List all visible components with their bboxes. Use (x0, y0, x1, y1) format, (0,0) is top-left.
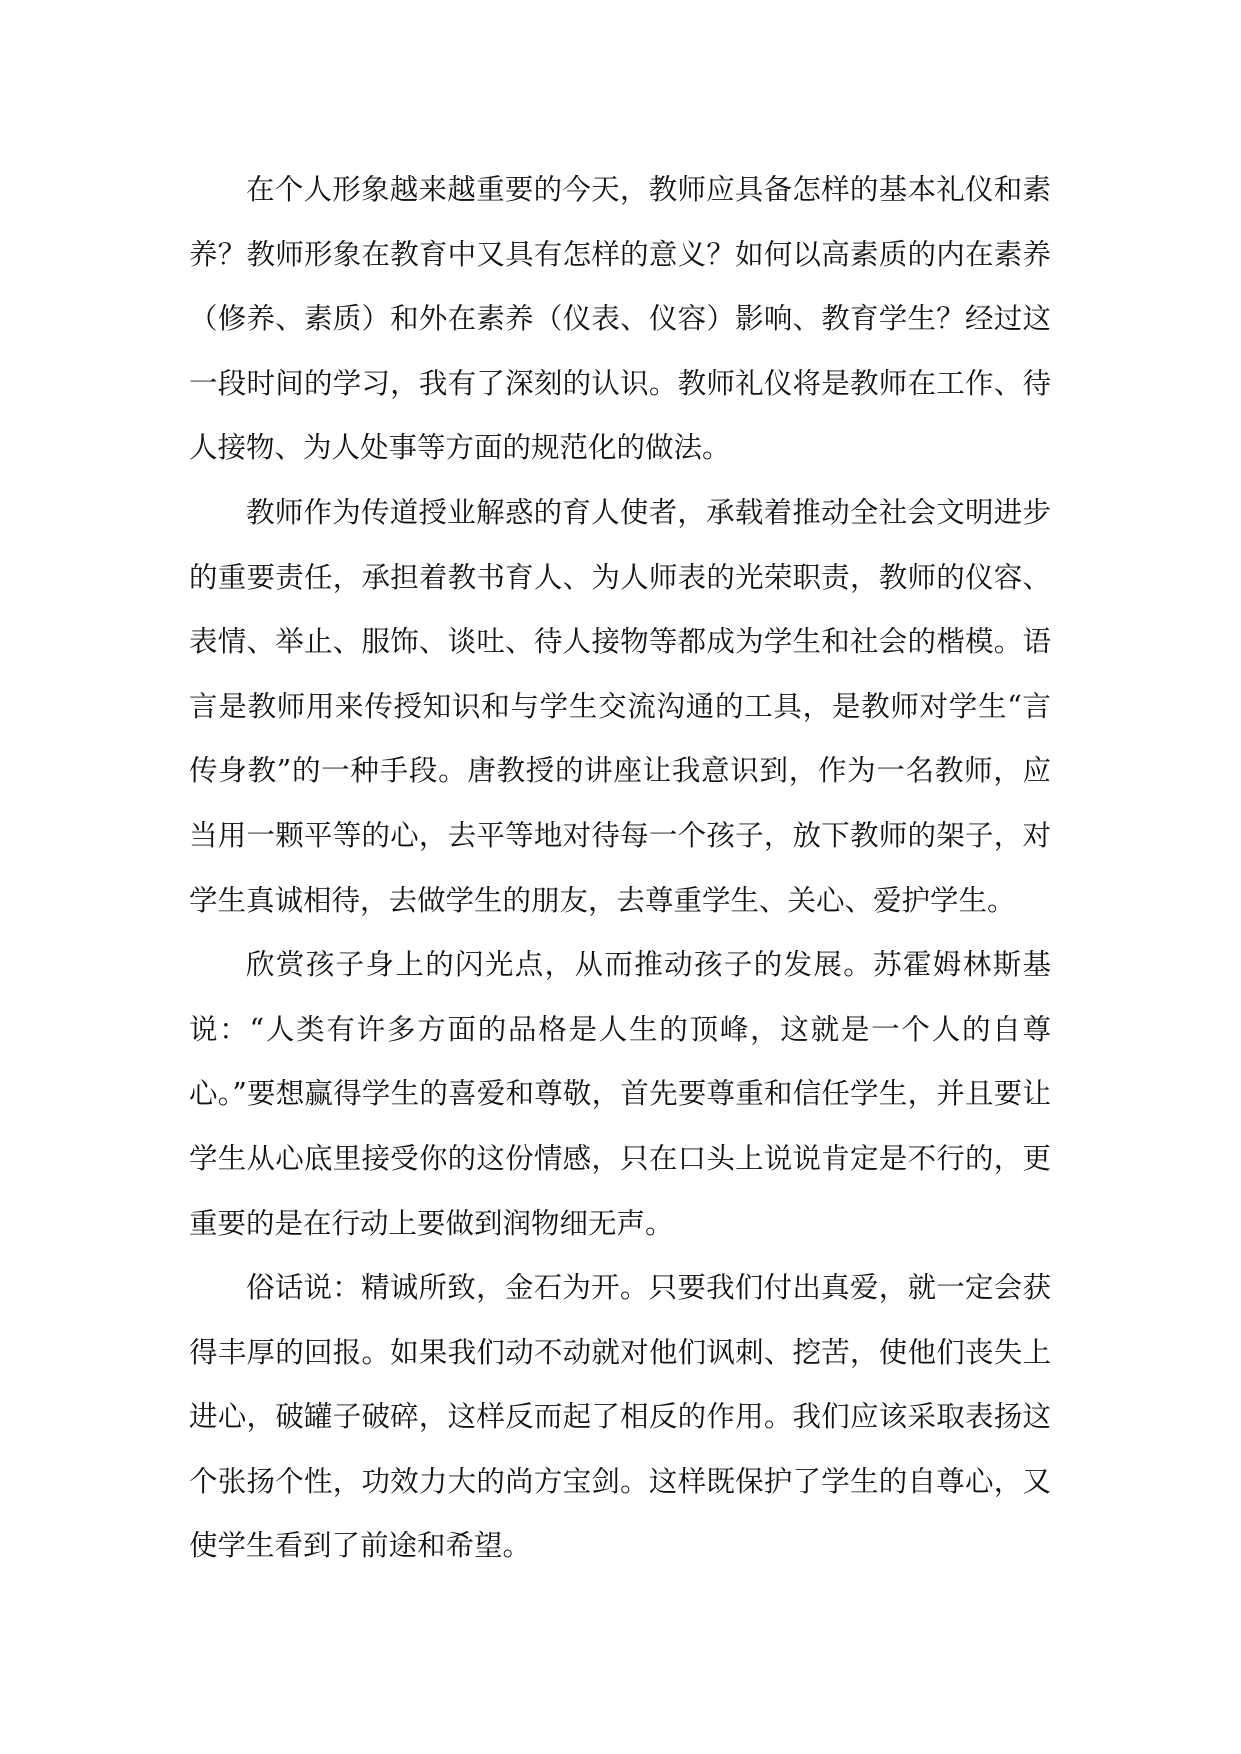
paragraph-1: 在个人形象越来越重要的今天，教师应具备怎样的基本礼仪和素养？教师形象在教育中又具有怎样的意义？如何以高素质的内在素养（修养、素质）和外在素养（仪表、仪容）影响、教育学生？经过这一段时间的学习，我有了深刻的认识。教师礼仪将是教师在工作、待人接物、为人处事等方面的规范化的做法。 (189, 173, 1051, 465)
paragraph-4: 俗话说：精诚所致，金石为开。只要我们付出真爱，就一定会获得丰厚的回报。如果我们动不动就对他们讽刺、挖苦，使他们丧失上进心，破罐子破碎，这样反而起了相反的作用。我们应该采取表扬这个张扬个性，功效力大的尚方宝剑。这样既保护了学生的自尊心，又使学生看到了前途和希望。 (189, 1271, 1051, 1563)
paragraph-2: 教师作为传道授业解惑的育人使者，承载着推动全社会文明进步的重要责任，承担着教书育人、为人师表的光荣职责，教师的仪容、表情、举止、服饰、谈吐、待人接物等都成为学生和社会的楷模。语言是教师用来传授知识和与学生交流沟通的工具，是教师对学生“言传身教”的一种手段。唐教授的讲座让我意识到，作为一名教师，应当用一颗平等的心，去平等地对待每一个孩子，放下教师的架子，对学生真诚相待，去做学生的朋友，去尊重学生、关心、爱护学生。 (189, 495, 1051, 917)
paragraph-3: 欣赏孩子身上的闪光点，从而推动孩子的发展。苏霍姆林斯基说：“人类有许多方面的品格是人生的顶峰，这就是一个人的自尊心。”要想赢得学生的喜爱和尊敬，首先要尊重和信任学生，并且要让学生从心底里接受你的这份情感，只在口头上说说肯定是不行的，更重要的是在行动上要做到润物细无声。 (189, 948, 1051, 1240)
document-body (189, 158, 1051, 1579)
